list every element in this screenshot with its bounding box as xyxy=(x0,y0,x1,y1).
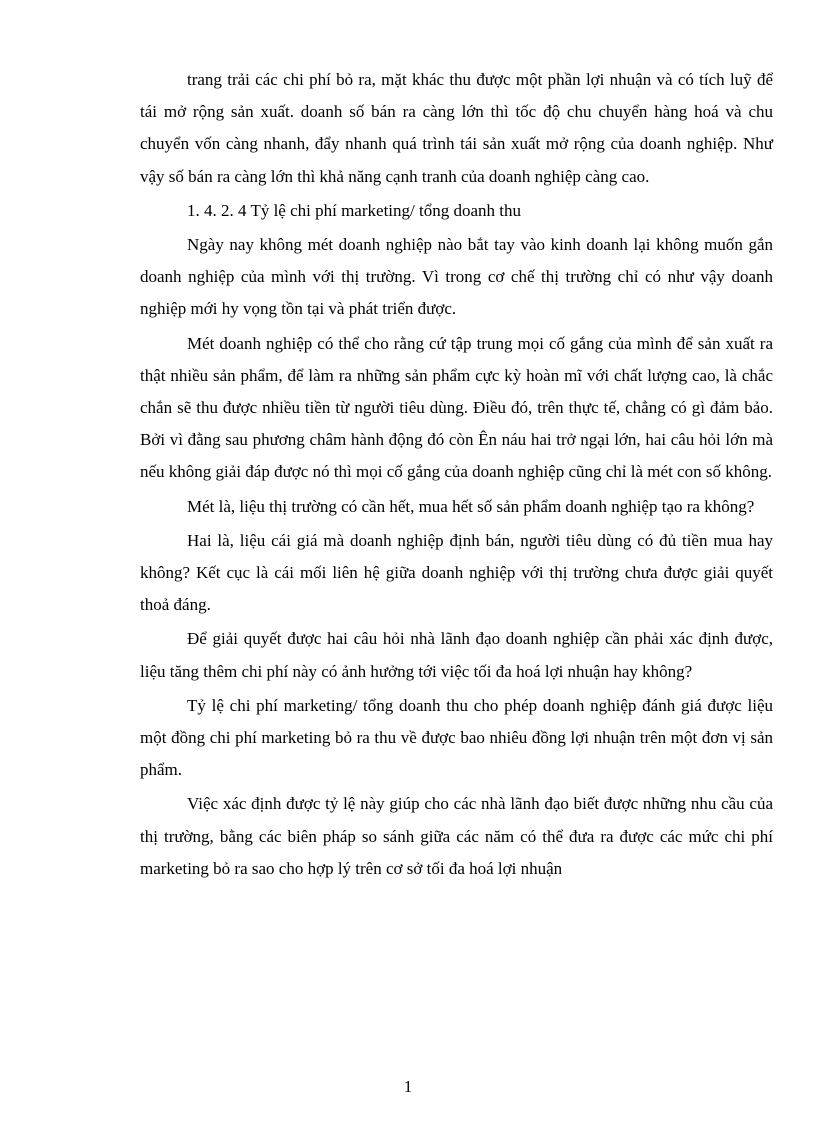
paragraph: Để giải quyết được hai câu hỏi nhà lãnh đạo doanh nghiệp cần phải xác định được, liệu tăng thêm chi phí này có ảnh hưởng tới việc tối đa hoá lợi nhuận hay không? xyxy=(140,629,773,681)
paragraph: Mét là, liệu thị trường có cần hết, mua hết số sản phẩm doanh nghiệp tạo ra không? xyxy=(187,496,755,516)
page-number: 1 xyxy=(403,1077,413,1096)
section-heading: 1. 4. 2. 4 Tỷ lệ chi phí marketing/ tổng doanh thu xyxy=(187,200,521,220)
page-body xyxy=(140,64,773,887)
paragraph: Tỷ lệ chi phí marketing/ tổng doanh thu cho phép doanh nghiệp đánh giá được liệu một đồng chi phí marketing bỏ ra thu về được bao nhiêu đồng lợi nhuận trên một đơn vị sản phẩm. xyxy=(140,695,773,780)
paragraph: Ngày nay không mét doanh nghiệp nào bắt tay vào kinh doanh lại không muốn gắn doanh nghiệp của mình với thị trường. Vì trong cơ chế thị trường chỉ có như vậy doanh nghiệp mới hy vọng tồn tại và phát triển được. xyxy=(140,235,773,319)
paragraph-continuation: trang trải các chi phí bỏ ra, mặt khác thu được một phần lợi nhuận và có tích luỹ để tái mở rộng sản xuất. doanh số bán ra càng lớn thì tốc độ chu chuyển hàng hoá và chu chuyển vốn càng nhanh, đẩy nhanh quá trình tái sản xuất mở rộng của doanh nghiệp. Như vậy số bán ra càng lớn thì khả năng cạnh tranh của doanh nghiệp càng cao. xyxy=(140,70,773,186)
paragraph: Mét doanh nghiệp có thể cho rằng cứ tập trung mọi cố gắng của mình để sản xuất ra thật nhiều sản phẩm, để làm ra những sản phẩm cực kỳ hoàn mĩ với chất lượng cao, là chắc chắn sẽ thu được nhiều tiền từ người tiêu dùng. Điều đó, trên thực tế, chẳng có gì đảm bảo. Bởi vì đằng sau phương châm hành động đó còn Ên náu hai trở ngại lớn, hai câu hỏi lớn mà nếu không giải đáp được nó thì mọi cố gắng của doanh nghiệp cũng chỉ là mét con số không. xyxy=(140,333,773,482)
paragraph: Hai là, liệu cái giá mà doanh nghiệp định bán, người tiêu dùng có đủ tiền mua hay không? Kết cục là cái mối liên hệ giữa doanh nghiệp với thị trường chưa được giải quyết thoả đáng. xyxy=(140,530,773,615)
paragraph: Việc xác định được tỷ lệ này giúp cho các nhà lãnh đạo biết được những nhu cầu của thị trường, bằng các biên pháp so sánh giữa các năm có thể đưa ra được các mức chi phí marketing bỏ ra sao cho hợp lý trên cơ sở tối đa hoá lợi nhuận xyxy=(140,794,773,878)
